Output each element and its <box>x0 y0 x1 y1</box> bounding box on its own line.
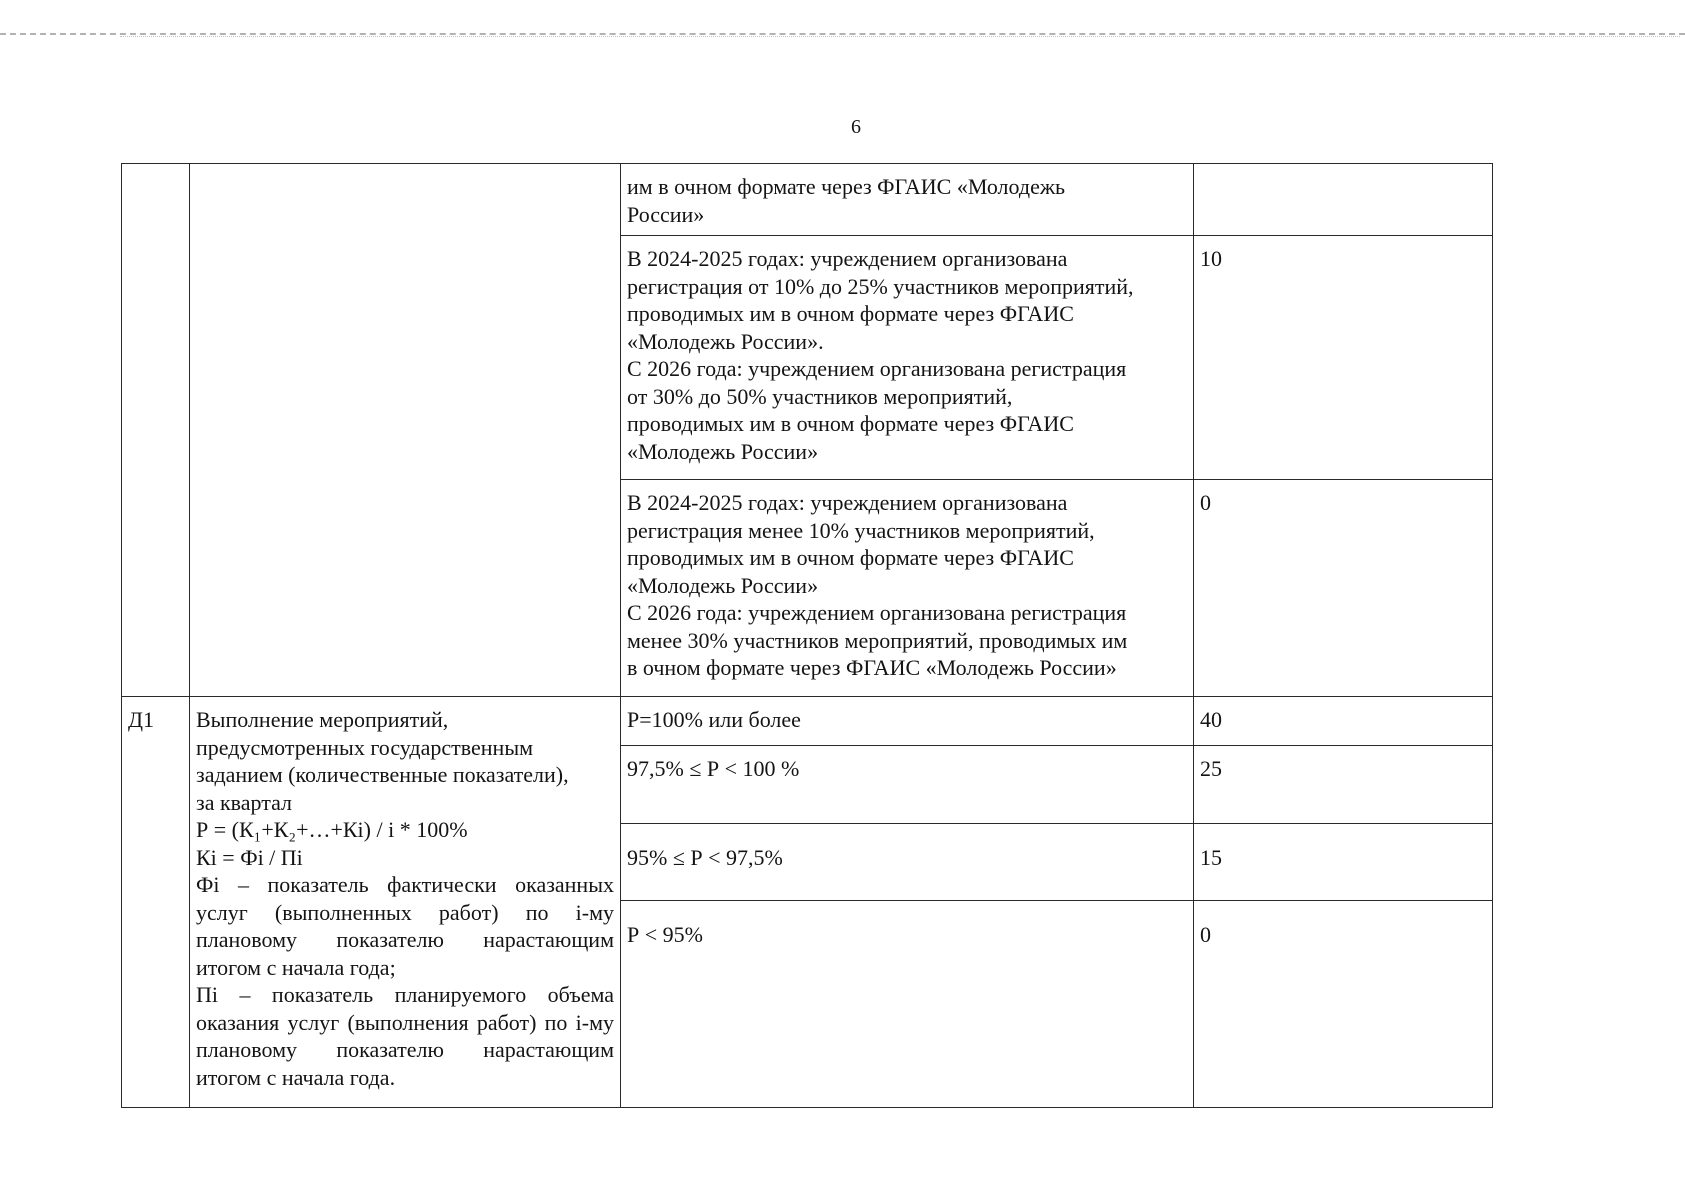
condition-cell <box>621 697 1194 746</box>
condition-text: Р=100% или более <box>627 707 801 732</box>
criterion-title: Выполнение мероприятий, предусмотренных государственным заданием (количественные показатели), за квартал <box>196 707 569 815</box>
name-cell-empty <box>190 164 621 697</box>
score-value: 10 <box>1200 246 1222 271</box>
formula-p: Р = (К₁+К₂+…+Кi) / i * 100% <box>196 817 468 842</box>
table-row <box>122 164 1493 236</box>
condition-cell <box>621 236 1194 480</box>
score-value: 0 <box>1200 490 1211 515</box>
score-value: 40 <box>1200 707 1222 732</box>
condition-text-period-2: С 2026 года: учреждением организована регистрация от 30% до 50% участников мероприятий, проводимых им в очном формате через ФГАИС «Молодежь России» <box>627 356 1127 464</box>
condition-cell <box>621 824 1194 901</box>
formula-k: Кi = Фi / Пi <box>196 844 303 870</box>
code-cell <box>122 697 190 1108</box>
condition-text: 95% ≤ Р < 97,5% <box>627 845 783 870</box>
condition-text: 97,5% ≤ Р < 100 % <box>627 756 800 781</box>
condition-cell <box>621 901 1194 1108</box>
definition-f: Фi – показатель фактически оказанных услуг (выполненных работ) по i-му плановому показателю нарастающим итогом с начала года; <box>196 872 614 980</box>
table-row <box>122 697 1493 746</box>
condition-text: им в очном формате через ФГАИС «Молодежь России» <box>627 174 1066 227</box>
condition-text-period-2: С 2026 года: учреждением организована регистрация менее 30% участников мероприятий, проводимых им в очном формате через ФГАИС «Молодежь России» <box>627 600 1128 680</box>
score-value: 25 <box>1200 756 1222 781</box>
code-cell-empty <box>122 164 190 697</box>
condition-cell <box>621 480 1194 697</box>
condition-text: Р < 95% <box>627 922 703 947</box>
scan-top-edge-secondary <box>120 36 1680 37</box>
criteria-table <box>121 163 1493 1108</box>
score-cell <box>1194 901 1493 1108</box>
score-cell <box>1194 697 1493 746</box>
score-cell <box>1194 480 1493 697</box>
score-cell <box>1194 746 1493 824</box>
score-cell <box>1194 236 1493 480</box>
condition-cell <box>621 746 1194 824</box>
criterion-code: Д1 <box>128 707 155 732</box>
page-number: 6 <box>851 116 861 138</box>
definition-p: Пi – показатель планируемого объема оказания услуг (выполнения работ) по i-му плановому показателю нарастающим итогом с начала года. <box>196 982 614 1090</box>
condition-cell <box>621 164 1194 236</box>
condition-text-period-1: В 2024-2025 годах: учреждением организована регистрация менее 10% участников мероприятий, проводимых им в очном формате через ФГАИС «Молодежь России» <box>627 490 1095 598</box>
criterion-description-cell <box>190 697 621 1108</box>
score-cell <box>1194 824 1493 901</box>
score-cell <box>1194 164 1493 236</box>
scan-top-edge <box>0 33 1685 35</box>
score-value: 0 <box>1200 922 1211 947</box>
score-value: 15 <box>1200 845 1222 870</box>
condition-text-period-1: В 2024-2025 годах: учреждением организована регистрация от 10% до 25% участников мероприятий, проводимых им в очном формате через ФГАИС «Молодежь России». <box>627 246 1134 354</box>
